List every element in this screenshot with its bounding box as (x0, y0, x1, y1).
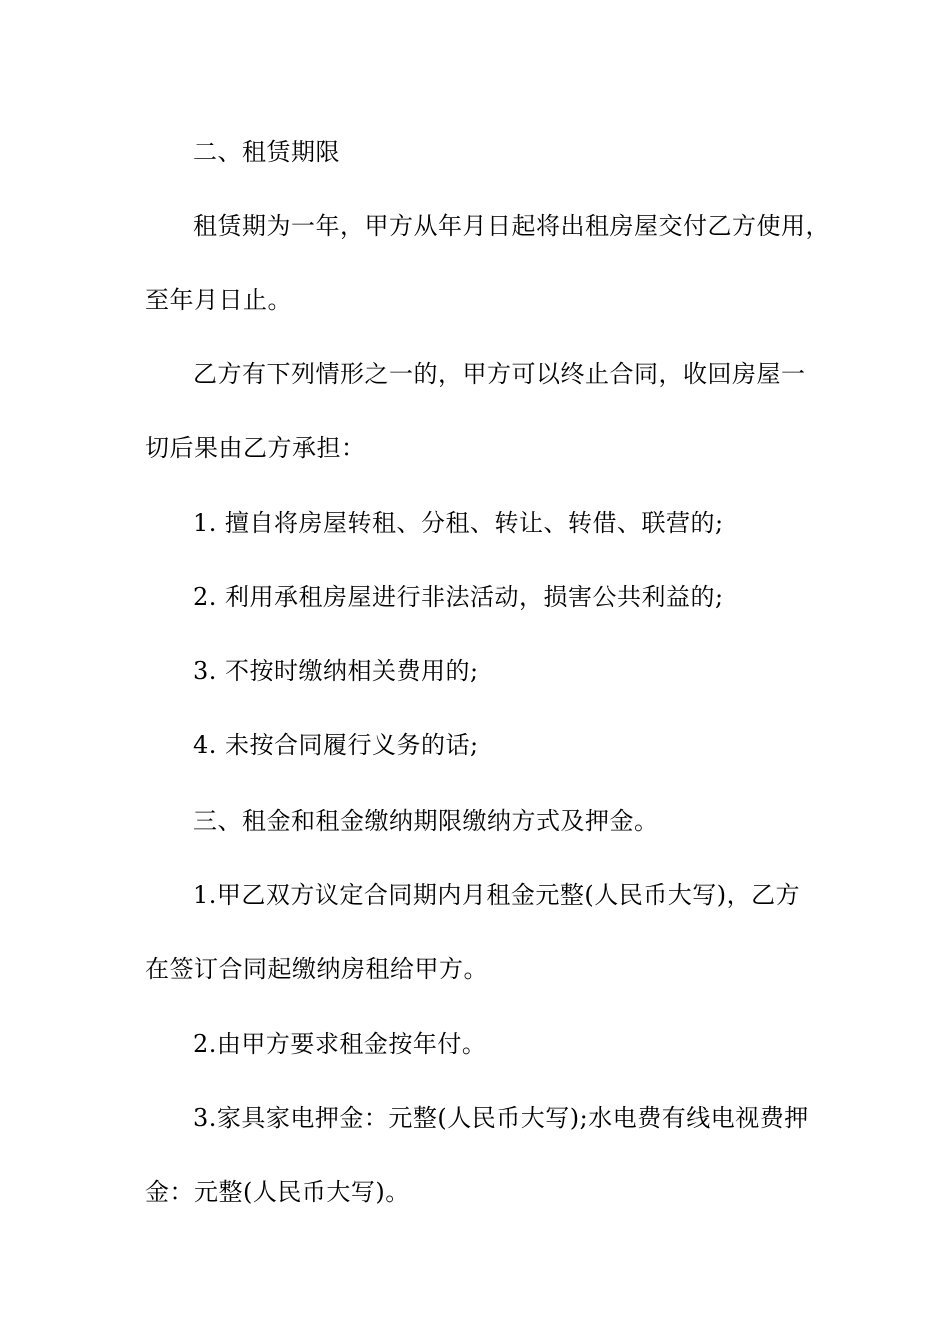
list-item: 2. 利用承租房屋进行非法活动，损害公共利益的; (193, 583, 724, 611)
paragraph-line: 金：元整(人民币大写)。 (145, 1178, 410, 1206)
list-item: 3. 不按时缴纳相关费用的; (193, 657, 479, 685)
section-heading-lease-term: 二、租赁期限 (193, 138, 340, 166)
list-item: 1. 擅自将房屋转租、分租、转让、转借、联营的; (193, 509, 724, 537)
paragraph-line: 乙方有下列情形之一的，甲方可以终止合同，收回房屋一 (193, 360, 806, 388)
paragraph-line: 租赁期为一年，甲方从年月日起将出租房屋交付乙方使用， (193, 212, 830, 240)
paragraph-line: 切后果由乙方承担： (145, 434, 366, 462)
paragraph-line: 至年月日止。 (145, 286, 292, 314)
paragraph-line: 在签订合同起缴纳房租给甲方。 (145, 955, 488, 983)
paragraph-line: 2.由甲方要求租金按年付。 (193, 1030, 487, 1058)
list-item: 4. 未按合同履行义务的话; (193, 731, 479, 759)
paragraph-line: 3.家具家电押金：元整(人民币大写);水电费有线电视费押 (193, 1104, 809, 1132)
section-heading-rent-deposit: 三、租金和租金缴纳期限缴纳方式及押金。 (193, 807, 659, 835)
paragraph-line: 1.甲乙双方议定合同期内月租金元整(人民币大写)，乙方 (193, 881, 801, 909)
